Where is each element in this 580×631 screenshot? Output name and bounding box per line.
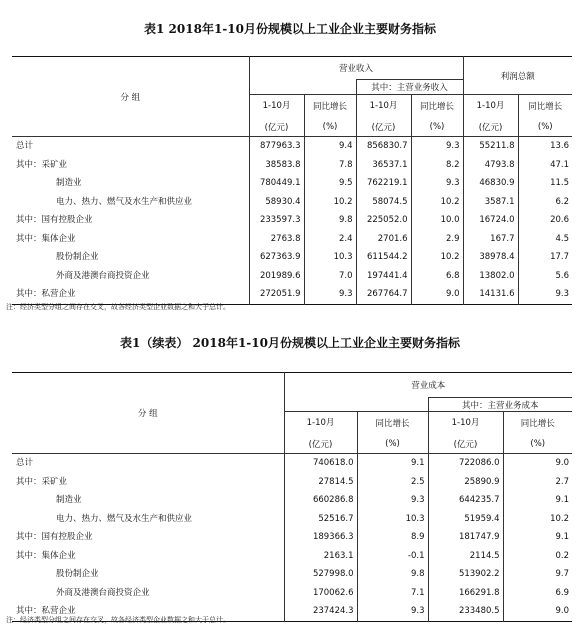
table-row [12,267,572,286]
table-row [12,547,572,566]
cell-g1: 9.3 [357,491,428,510]
cell-g1: 10.3 [304,248,356,267]
table-row [12,454,572,473]
cell-v2: 513902.2 [428,565,503,584]
cell-v2: 267764.7 [356,285,411,304]
cell-g1: 9.4 [304,137,356,156]
cell-g2: 9.0 [503,602,572,621]
cell-v2: 856830.7 [356,137,411,156]
cell-g2: 9.3 [411,174,463,193]
table2 [12,372,572,622]
cell-v1: 627363.9 [249,248,304,267]
cell-g3: 6.2 [518,193,572,212]
cell-v2: 36537.1 [356,156,411,175]
cell-v1: 2763.8 [249,230,304,249]
cell-v2: 2114.5 [428,547,503,566]
cell-v2: 2701.6 [356,230,411,249]
cell-g2: 6.9 [503,584,572,603]
table1-main-revenue-header: 其中：主营业务收入 [356,80,463,95]
cell-g3: 11.5 [518,174,572,193]
cell-g1: 9.8 [357,565,428,584]
row-label: 总计 [16,141,34,151]
table-row [12,565,572,584]
cell-v2: 181747.9 [428,528,503,547]
cell-g2: 9.7 [503,565,572,584]
cell-g1: 10.3 [357,510,428,529]
cell-v3: 38978.4 [463,248,518,267]
cell-g3: 4.5 [518,230,572,249]
cell-g1: -0.1 [357,547,428,566]
table2-note: 注：经济类型分组之间存在交叉，故各经济类型企业数据之和大于总计。 [6,616,230,624]
cell-g2: 2.7 [503,473,572,492]
row-label: 其中：采矿业 [16,159,68,170]
cell-g1: 7.1 [357,584,428,603]
cell-v1: 237424.3 [284,602,357,621]
table-row [12,193,572,212]
table2-period-col: 1-10月 (亿元) [428,412,503,454]
cell-v2: 58074.5 [356,193,411,212]
cell-v2: 166291.8 [428,584,503,603]
row-label: 其中：私营企业 [16,289,76,299]
row-label: 制造业 [56,178,82,188]
table-row [12,491,572,510]
cell-g2: 10.2 [411,193,463,212]
cell-g1: 9.8 [304,211,356,230]
cell-v2: 722086.0 [428,454,503,473]
cell-g1: 7.0 [304,267,356,286]
table2-period-col: 1-10月 (亿元) [284,412,357,454]
table2-cost-header: 营业成本 [284,373,572,398]
row-label: 其中：集体企业 [16,550,76,561]
cell-v3: 55211.8 [463,137,518,156]
table-row [12,528,572,547]
cell-g1: 9.3 [357,602,428,621]
cell-g3: 9.3 [518,285,572,304]
row-label: 总计 [16,458,34,468]
cell-g2: 8.2 [411,156,463,175]
cell-g1: 2.4 [304,230,356,249]
cell-g3: 20.6 [518,211,572,230]
row-label: 制造业 [56,495,82,505]
cell-g2: 9.0 [503,454,572,473]
table1-period-col: 1-10月 (亿元) [356,95,411,137]
cell-g2: 9.1 [503,491,572,510]
table1-growth-col: 同比增长 (%) [304,95,356,137]
cell-g3: 13.6 [518,137,572,156]
cell-v3: 167.7 [463,230,518,249]
cell-g1: 10.2 [304,193,356,212]
table2-group-header: 分 组 [12,373,284,454]
cell-g1: 9.1 [357,454,428,473]
row-label: 外商及港澳台商投资企业 [56,587,150,598]
cell-g2: 9.3 [411,137,463,156]
table-row [12,211,572,230]
cell-g2: 6.8 [411,267,463,286]
cell-v2: 644235.7 [428,491,503,510]
row-label: 电力、热力、燃气及水生产和供应业 [56,513,193,524]
table1 [12,56,572,305]
cell-v3: 13802.0 [463,267,518,286]
cell-v1: 189366.3 [284,528,357,547]
cell-v1: 272051.9 [249,285,304,304]
table-row [12,230,572,249]
cell-v3: 46830.9 [463,174,518,193]
cell-v2: 25890.9 [428,473,503,492]
cell-v2: 225052.0 [356,211,411,230]
table-row [12,473,572,492]
cell-g1: 9.5 [304,174,356,193]
cell-v1: 780449.1 [249,174,304,193]
cell-g3: 17.7 [518,248,572,267]
row-label: 其中：私营企业 [16,606,76,616]
row-label: 其中：集体企业 [16,233,76,244]
cell-g2: 10.2 [503,510,572,529]
table-row [12,248,572,267]
cell-v1: 740618.0 [284,454,357,473]
cell-v1: 52516.7 [284,510,357,529]
cell-v2: 233480.5 [428,602,503,621]
table2-growth-col: 同比增长 (%) [357,412,428,454]
cell-g2: 9.1 [503,528,572,547]
table-row [12,174,572,193]
table1-revenue-header: 营业收入 [249,57,463,80]
cell-v2: 51959.4 [428,510,503,529]
cell-v2: 762219.1 [356,174,411,193]
table1-group-header: 分 组 [12,57,249,137]
cell-v1: 527998.0 [284,565,357,584]
cell-v1: 660286.8 [284,491,357,510]
cell-v1: 38583.8 [249,156,304,175]
cell-g2: 10.0 [411,211,463,230]
cell-g2: 10.2 [411,248,463,267]
table-row [12,584,572,603]
cell-v2: 197441.4 [356,267,411,286]
cell-g2: 2.9 [411,230,463,249]
table1-period-col: 1-10月 (亿元) [463,95,518,137]
cell-v1: 2163.1 [284,547,357,566]
cell-g3: 5.6 [518,267,572,286]
table-row [12,156,572,175]
table2-main-cost-header: 其中：主营业务成本 [428,398,572,412]
row-label: 股份制企业 [56,252,99,262]
cell-v3: 4793.8 [463,156,518,175]
cell-v1: 201989.6 [249,267,304,286]
cell-v1: 58930.4 [249,193,304,212]
cell-v3: 14131.6 [463,285,518,304]
cell-v1: 233597.3 [249,211,304,230]
table1-note: 注：经济类型分组之间存在交叉，故各经济类型企业数据之和大于总计。 [6,303,230,311]
cell-v1: 877963.3 [249,137,304,156]
table1-growth-col: 同比增长 (%) [518,95,572,137]
row-label: 股份制企业 [56,569,99,579]
cell-v3: 16724.0 [463,211,518,230]
cell-g2: 9.0 [411,285,463,304]
table1-profit-header: 利润总额 [463,57,572,95]
table1-title: 表1 2018年1-10月份规模以上工业企业主要财务指标 [144,22,436,36]
cell-v2: 611544.2 [356,248,411,267]
row-label: 外商及港澳台商投资企业 [56,270,150,281]
row-label: 其中：国有控股企业 [16,532,93,542]
table1-growth-col: 同比增长 (%) [411,95,463,137]
cell-g1: 9.3 [304,285,356,304]
row-label: 电力、热力、燃气及水生产和供应业 [56,196,193,207]
cell-v1: 27814.5 [284,473,357,492]
cell-g1: 8.9 [357,528,428,547]
cell-v3: 3587.1 [463,193,518,212]
cell-v1: 170062.6 [284,584,357,603]
table2-title: 表1（续表） 2018年1-10月份规模以上工业企业主要财务指标 [120,336,460,350]
cell-g1: 2.5 [357,473,428,492]
row-label: 其中：采矿业 [16,476,68,487]
cell-g2: 0.2 [503,547,572,566]
table1-period-col: 1-10月 (亿元) [249,95,304,137]
row-label: 其中：国有控股企业 [16,215,93,225]
table-row [12,137,572,156]
cell-g1: 7.8 [304,156,356,175]
cell-g3: 47.1 [518,156,572,175]
table2-growth-col: 同比增长 (%) [503,412,572,454]
table-row [12,510,572,529]
